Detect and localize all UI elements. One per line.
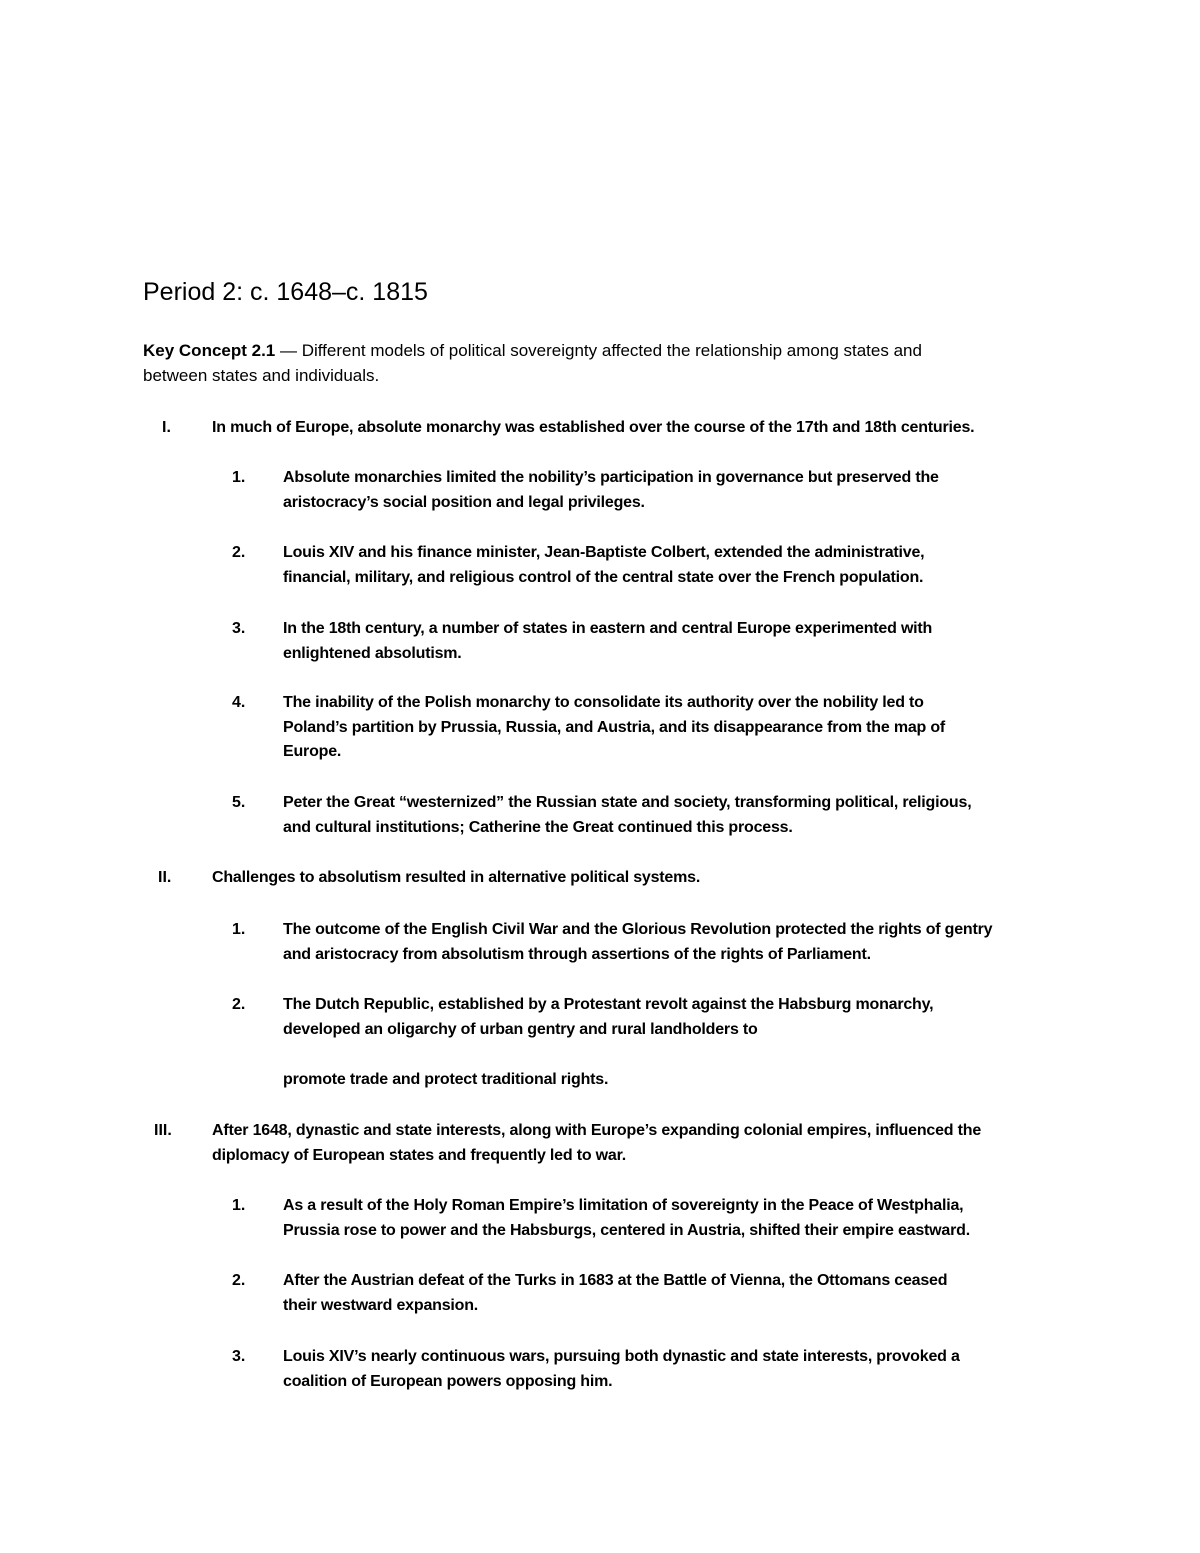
list-item: In the 18th century, a number of states in eastern and central Europe experimented with enlightened absolutism. [283, 620, 933, 662]
list-item: As a result of the Holy Roman Empire’s limitation of sovereignty in the Peace of Westphalia, Prussia rose to power and the Habsburgs, centered in Austria, shifted their empire eastward. [283, 1197, 970, 1239]
list-item: The Dutch Republic, established by a Protestant revolt against the Habsburg monarchy, developed an oligarchy of urban gentry and rural landholders to [283, 996, 934, 1038]
key-concept-intro [143, 338, 1043, 388]
section-numeral: II. [158, 869, 172, 886]
item-number: 1. [232, 921, 246, 938]
item-number: 1. [232, 469, 246, 486]
item-number: 2. [232, 544, 246, 561]
list-item: The inability of the Polish monarchy to consolidate its authority over the nobility led to Poland’s partition by Prussia, Russia, and Austria, and its disappearance from the map of Europe. [283, 694, 946, 760]
list-item: The outcome of the English Civil War and the Glorious Revolution protected the rights of gentry and aristocracy from absolutism through assertions of the rights of Parliament. [283, 921, 993, 963]
item-number: 2. [232, 1272, 246, 1289]
item-number: 3. [232, 1348, 246, 1365]
page-title: Period 2: c. 1648–c. 1815 [143, 278, 428, 306]
item-number: 3. [232, 620, 246, 637]
item-number: 5. [232, 794, 246, 811]
section-heading: After 1648, dynastic and state interests, along with Europe’s expanding colonial empires, influenced the diplomacy of European states and frequently led to war. [212, 1122, 982, 1164]
section-heading: In much of Europe, absolute monarchy was established over the course of the 17th and 18th centuries. [212, 419, 975, 436]
key-concept-text-line-2: between states and individuals. [143, 366, 380, 385]
key-concept-label: Key Concept 2.1 [143, 341, 276, 360]
item-number: 2. [232, 996, 246, 1013]
list-item: Absolute monarchies limited the nobility’s participation in governance but preserved the aristocracy’s social position and legal privileges. [283, 469, 939, 511]
section-numeral: I. [162, 419, 171, 436]
section-numeral: III. [154, 1122, 172, 1139]
list-item: Peter the Great “westernized” the Russian state and society, transforming political, religious, and cultural institutions; Catherine the Great continued this process. [283, 794, 972, 836]
item-number: 1. [232, 1197, 246, 1214]
key-concept-text-line-1: — Different models of political sovereignty affected the relationship among states and [275, 341, 922, 360]
list-item: Louis XIV’s nearly continuous wars, pursuing both dynastic and state interests, provoked a coalition of European powers opposing him. [283, 1348, 960, 1390]
list-item: Louis XIV and his finance minister, Jean-Baptiste Colbert, extended the administrative, financial, military, and religious control of the central state over the French population. [283, 544, 925, 586]
continuation-text: promote trade and protect traditional rights. [283, 1071, 609, 1088]
section-heading: Challenges to absolutism resulted in alternative political systems. [212, 869, 701, 886]
list-item: After the Austrian defeat of the Turks in 1683 at the Battle of Vienna, the Ottomans ceased their westward expansion. [283, 1272, 948, 1314]
item-number: 4. [232, 694, 246, 711]
